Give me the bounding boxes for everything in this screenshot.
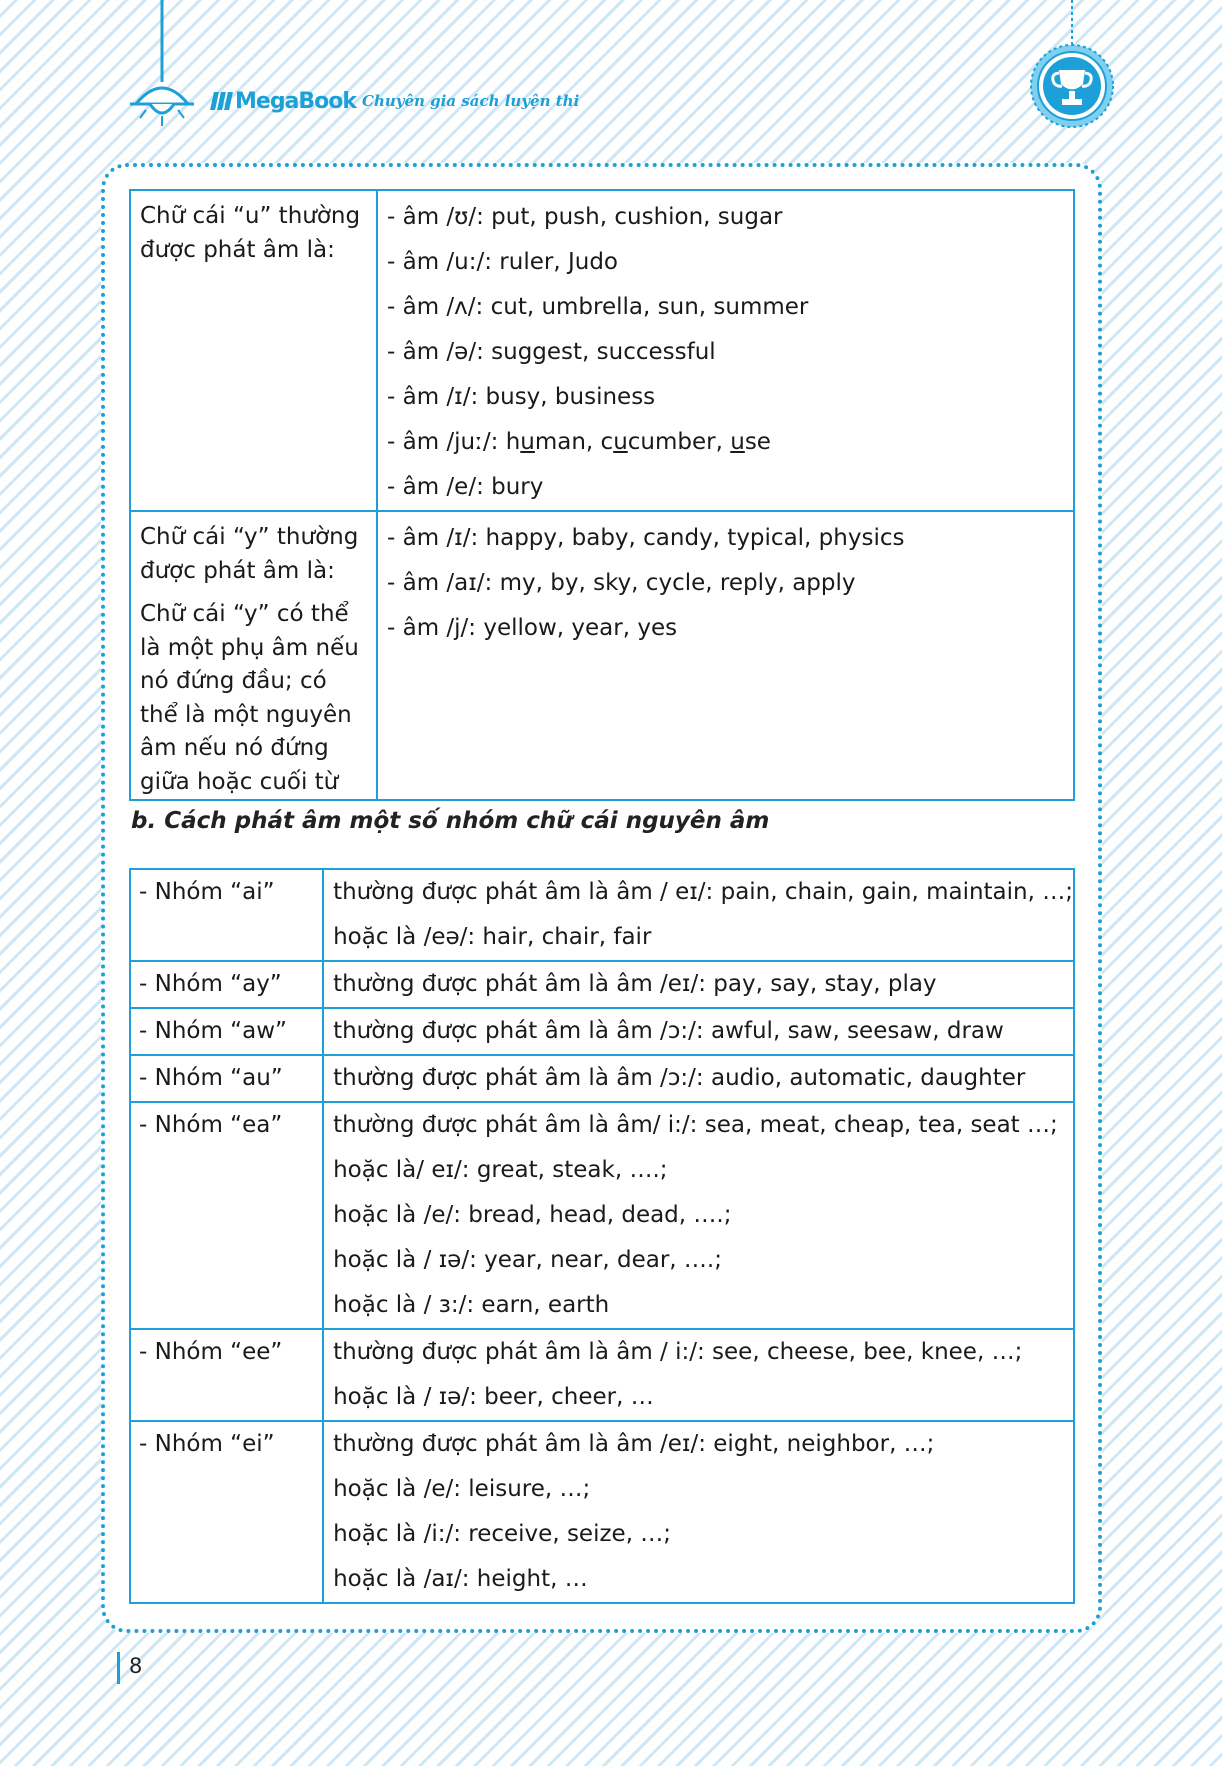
- table-row: [130, 511, 1074, 800]
- group-label-cell: - Nhóm “au”: [130, 1055, 323, 1102]
- lamp-icon: [122, 0, 202, 130]
- group-label-cell: - Nhóm “ei”: [130, 1421, 323, 1603]
- label-line: được phát âm là:: [140, 558, 335, 584]
- group-label-cell: - Nhóm “ea”: [130, 1102, 323, 1329]
- group-content-cell: thường được phát âm là âm /eɪ/: eight, neighbor, …; hoặc là /e/: leisure, …; hoặc là /i:/: receive, seize, …; hoặc là /aɪ/: height, …: [323, 1421, 1074, 1603]
- row-content-cell: [377, 190, 1074, 511]
- content-line: - âm /juː/: human, cucumber, use: [387, 429, 771, 455]
- group-content-cell: thường được phát âm là âm / eɪ/: pain, chain, gain, maintain, …; hoặc là /eə/: hair, chair, fair: [323, 869, 1074, 961]
- vowel-group-table: [129, 868, 1075, 1604]
- content-line: - âm /ɪ/: busy, business: [387, 384, 656, 410]
- row-label-cell: [130, 511, 377, 800]
- table-row: [130, 961, 1074, 1008]
- table-row: [130, 1055, 1074, 1102]
- trophy-badge-icon: [1022, 0, 1122, 140]
- content-line: - âm /e/: bury: [387, 474, 544, 500]
- content-line: - âm /j/: yellow, year, yes: [387, 615, 678, 641]
- group-label-cell: - Nhóm “aw”: [130, 1008, 323, 1055]
- brand-mark-icon: [212, 92, 231, 110]
- table-row: [130, 1008, 1074, 1055]
- group-label-cell: - Nhóm “ee”: [130, 1329, 323, 1421]
- table-row: [130, 1421, 1074, 1603]
- group-content-cell: thường được phát âm là âm / i:/: see, cheese, bee, knee, …; hoặc là / ɪə/: beer, cheer, …: [323, 1329, 1074, 1421]
- group-label-cell: - Nhóm “ay”: [130, 961, 323, 1008]
- content-line: - âm /ə/: suggest, successful: [387, 339, 716, 365]
- table-row: [130, 190, 1074, 511]
- table-row: [130, 869, 1074, 961]
- group-content-cell: thường được phát âm là âm /ɔ:/: awful, saw, seesaw, draw: [323, 1008, 1074, 1055]
- content-line: - âm /ɪ/: happy, baby, candy, typical, physics: [387, 525, 905, 551]
- label-line: Chữ cái “y” thường: [140, 524, 359, 550]
- table-row: [130, 1329, 1074, 1421]
- brand-name: MegaBook: [235, 88, 357, 114]
- group-content-cell: thường được phát âm là âm /ɔ:/: audio, automatic, daughter: [323, 1055, 1074, 1102]
- page-number-bar: [117, 1652, 120, 1684]
- letter-pronunciation-table: [129, 189, 1075, 801]
- content-line: - âm /aɪ/: my, by, sky, cycle, reply, apply: [387, 570, 856, 596]
- content-line: - âm /ʌ/: cut, umbrella, sun, summer: [387, 294, 809, 320]
- page-number: 8: [129, 1654, 143, 1678]
- label-line: Chữ cái “u” thường: [140, 203, 361, 229]
- group-content-cell: thường được phát âm là âm/ i:/: sea, meat, cheap, tea, seat …; hoặc là/ eɪ/: great, steak, ….; hoặc là /e/: bread, head, dead, ….; hoặc là / ɪə/: year, near, dear, ….; hoặc là / ɜ:/: earn, earth: [323, 1102, 1074, 1329]
- table-row: [130, 1102, 1074, 1329]
- group-content-cell: thường được phát âm là âm /eɪ/: pay, say, stay, play: [323, 961, 1074, 1008]
- section-b-title: b. Cách phát âm một số nhóm chữ cái nguyên âm: [131, 808, 770, 834]
- label-note: Chữ cái “y” có thể là một phụ âm nếu nó đứng đầu; có thể là một nguyên âm nếu nó đứng giữa hoặc cuối từ: [140, 601, 359, 795]
- content-line: - âm /u:/: ruler, Judo: [387, 249, 618, 275]
- row-content-cell: [377, 511, 1074, 800]
- brand-logo: [212, 86, 579, 116]
- group-label-cell: - Nhóm “ai”: [130, 869, 323, 961]
- brand-slogan: Chuyên gia sách luyện thi: [362, 92, 580, 110]
- row-label-cell: [130, 190, 377, 511]
- content-line: - âm /ʊ/: put, push, cushion, sugar: [387, 204, 783, 230]
- label-line: được phát âm là:: [140, 237, 335, 263]
